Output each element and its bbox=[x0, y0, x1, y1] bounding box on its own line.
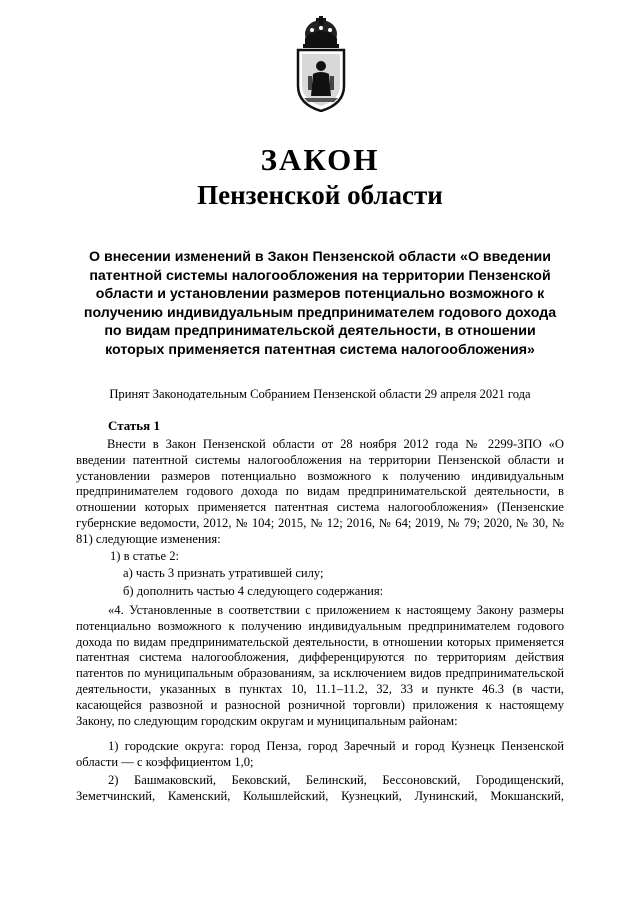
list-item-b: б) дополнить частью 4 следующего содержания: bbox=[123, 584, 384, 598]
article-intro-paragraph: Внести в Закон Пензенской области от 28 ноября 2012 года № 2299-ЗПО «О введении патентной системы налогообложения на территории Пензенской области и установлении размеров потенциально возможного к получению индивидуальным предпринимателем годового дохода по видам предпринимательской деятельности, в отношении которых применяется патентная система налогообложения» (Пензенские губернские ведомости, 2012, № 104; 2015, № 12; 2016, № 64; 2019, № 79; 2020, № 30, № 81) следующие изменения: bbox=[76, 437, 564, 546]
article-title: Статья 1 bbox=[108, 418, 160, 433]
adoption-line: Принят Законодательным Собранием Пензенской области 29 апреля 2021 года bbox=[109, 387, 531, 401]
subitem-2-paragraph: 2) Башмаковский, Бековский, Белинский, Бессоновский, Городищенский, Земетчинский, Каменский, Колышлейский, Кузнецкий, Лунинский, Мокшанский, bbox=[76, 773, 564, 803]
list-item-1: 1) в статье 2: bbox=[110, 549, 180, 563]
document-title: ЗАКОН bbox=[260, 142, 380, 177]
subitem-1-paragraph: 1) городские округа: город Пенза, город Заречный и город Кузнецк Пензенской области — с коэффициентом 1,0; bbox=[76, 739, 564, 769]
document-subtitle: Пензенской области bbox=[197, 180, 443, 210]
coat-of-arms-icon bbox=[294, 16, 348, 112]
quoted-paragraph: «4. Установленные в соответствии с приложением к настоящему Закону размеры потенциально возможного к получению индивидуальным предпринимателем годового дохода по видам предпринимательской деятельности, в отношении которых применяется патентная система налогообложения, дифференцируются по территориям действия патентов по муниципальным образованиям, за исключением видов предпринимательской деятельности, указанных в пунктах 10, 11.1–11.2, 32, 33 и пункте 46.3 (в части, касающейся развозной и разносной розничной торговли) приложения к настоящему Закону, по следующим городским округам и муниципальным районам: bbox=[76, 603, 564, 728]
list-item-a: а) часть 3 признать утратившей силу; bbox=[123, 566, 324, 580]
law-heading: О внесении изменений в Закон Пензенской области «О введении патентной системы налогообложения на территории Пензенской области и установлении размеров потенциально возможного к получению индивидуальным предпринимателем годового дохода по видам предпринимательской деятельности, в отношении которых применяется патентная система налогообложения» bbox=[83, 249, 557, 358]
